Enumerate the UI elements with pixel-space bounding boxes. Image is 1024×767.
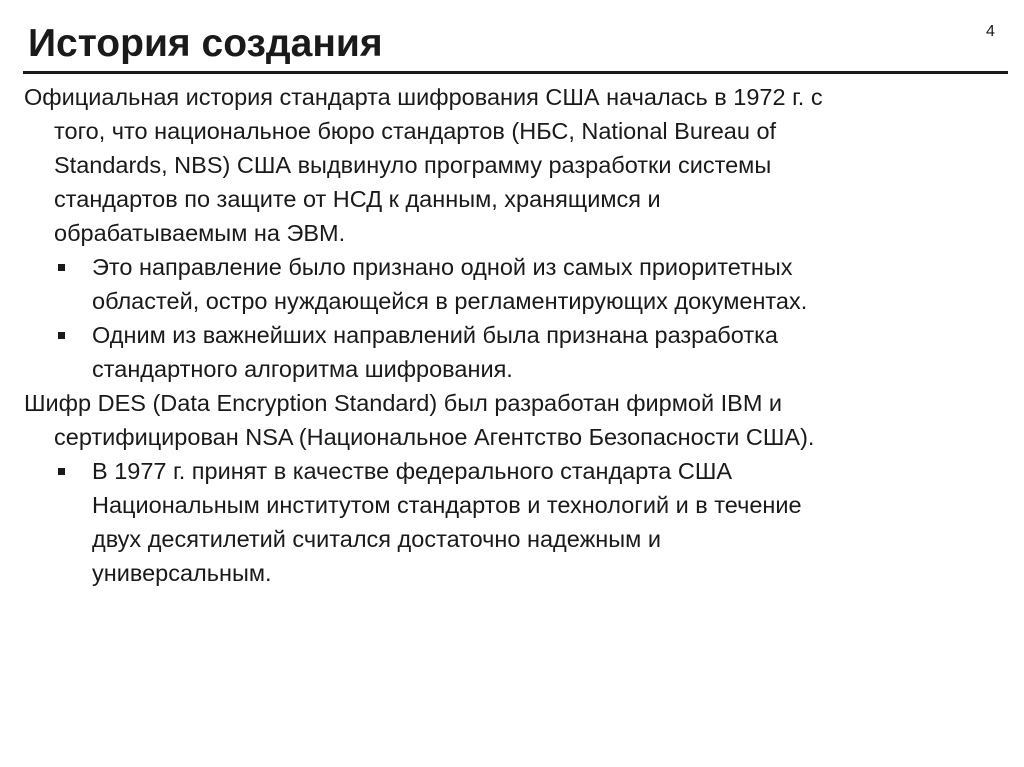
square-bullet-icon <box>58 264 65 271</box>
text-line: стандартного алгоритма шифрования. <box>92 356 513 382</box>
text-line: Национальным институтом стандартов и технологий и в течение <box>92 492 802 518</box>
bullet-1977-standard <box>24 454 1009 590</box>
square-bullet-icon <box>58 332 65 339</box>
text-line: обрабатываемым на ЭВМ. <box>54 220 346 246</box>
paragraph-nbs-history <box>24 80 1009 250</box>
bullet-algorithm-development <box>24 318 1009 386</box>
text-line: двух десятилетий считался достаточно надежным и <box>92 526 661 552</box>
text-line: сертифицирован NSA (Национальное Агентство Безопасности США). <box>54 424 815 450</box>
slide-title: История создания <box>28 22 383 65</box>
text-line: областей, остро нуждающейся в регламентирующих документах. <box>92 288 808 314</box>
text-line: Официальная история стандарта шифрования США началась в 1972 г. с <box>24 84 823 110</box>
title-divider <box>23 71 1008 74</box>
text-line: В 1977 г. принят в качестве федерального стандарта США <box>92 458 733 484</box>
square-bullet-icon <box>58 468 65 475</box>
page-number: 4 <box>986 23 995 40</box>
text-line: Standards, NBS) США выдвинуло программу разработки системы <box>54 152 772 178</box>
text-line: Одним из важнейших направлений была признана разработка <box>92 322 778 348</box>
slide-body <box>24 80 1009 590</box>
paragraph-des-cipher <box>24 386 1009 454</box>
bullet-priority-area <box>24 250 1009 318</box>
text-line: Это направление было признано одной из самых приоритетных <box>92 254 793 280</box>
text-line: стандартов по защите от НСД к данным, хранящимся и <box>54 186 661 212</box>
text-line: того, что национальное бюро стандартов (НБС, National Bureau of <box>54 118 777 144</box>
text-line: Шифр DES (Data Encryption Standard) был разработан фирмой IBM и <box>24 390 783 416</box>
text-line: универсальным. <box>92 560 272 586</box>
